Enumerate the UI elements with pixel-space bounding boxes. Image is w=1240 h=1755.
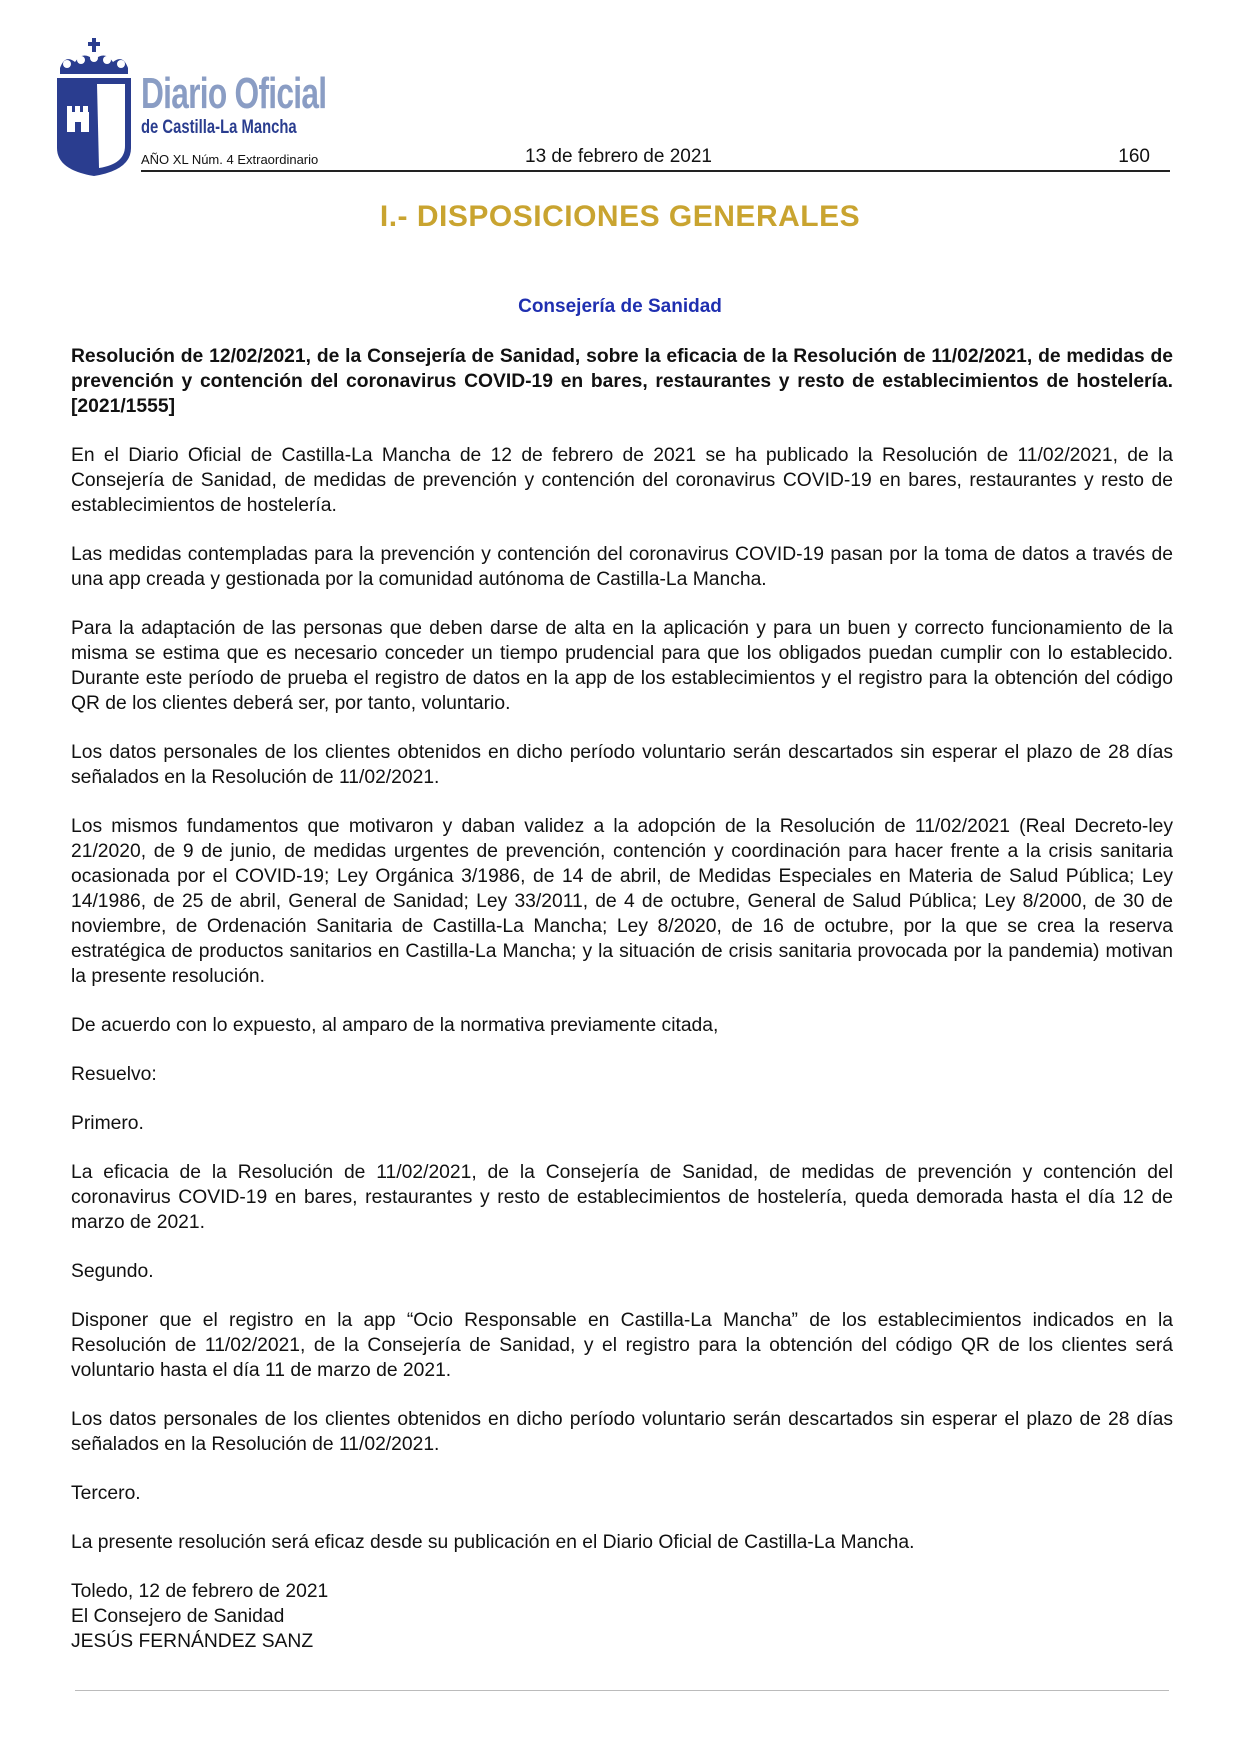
masthead (141, 69, 398, 138)
paragraph: Disponer que el registro en la app “Ocio Responsable en Castilla-La Mancha” de los establecimientos indicados en la Resolución de 11/02/2021, de la Consejería de Sanidad, y el registro para la obtención del código QR de los clientes será voluntario hasta el día 11 de marzo de 2021. (71, 1310, 1173, 1381)
signature-role: El Consejero de Sanidad (71, 1606, 285, 1627)
paragraph: En el Diario Oficial de Castilla-La Mancha de 12 de febrero de 2021 se ha publicado la Resolución de 11/02/2021, de la Consejería de Sanidad, de medidas de prevención y contención del coronavirus COVID-19 en bares, restaurantes y resto de establecimientos de hostelería. (71, 445, 1173, 516)
issue-number: AÑO XL Núm. 4 Extraordinario (141, 152, 319, 167)
paragraph: Los mismos fundamentos que motivaron y daban validez a la adopción de la Resolución de 11/02/2021 (Real Decreto-ley 21/2020, de 9 de junio, de medidas urgentes de prevención, contención y coordinación para hacer frente a la crisis sanitaria ocasionada por el COVID-19; Ley Orgánica 3/1986, de 14 de abril, de Medidas Especiales en Materia de Salud Pública; Ley 14/1986, de 25 de abril, General de Sanidad; Ley 33/2011, de 4 de octubre, General de Salud Pública; Ley 8/2000, de 30 de noviembre, de Ordenación Sanitaria de Castilla-La Mancha; Ley 8/2020, de 16 de octubre, por la que se crea la reserva estratégica de productos sanitarios en Castilla-La Mancha; y la situación de crisis sanitaria provocada por la pandemia) motivan la presente resolución. (71, 816, 1173, 987)
paragraph: Resuelvo: (71, 1064, 157, 1085)
organ-heading: Consejería de Sanidad (518, 296, 722, 317)
page-number: 160 (1118, 146, 1150, 167)
paragraph: Primero. (71, 1113, 144, 1134)
paragraph: La presente resolución será eficaz desde su publicación en el Diario Oficial de Castilla-La Mancha. (71, 1532, 915, 1553)
paragraph: Segundo. (71, 1261, 154, 1282)
document-body (71, 344, 1173, 1654)
paragraph: Los datos personales de los clientes obtenidos en dicho período voluntario serán descartados sin esperar el plazo de 28 días señalados en la Resolución de 11/02/2021. (71, 742, 1173, 788)
place-date: Toledo, 12 de febrero de 2021 (71, 1581, 329, 1602)
footer-divider (75, 1690, 1169, 1691)
masthead-subtitle: de Castilla-La Mancha (141, 117, 297, 138)
signature-name: JESÚS FERNÁNDEZ SANZ (71, 1631, 314, 1652)
section-title: I.- DISPOSICIONES GENERALES (379, 200, 861, 233)
paragraph: Los datos personales de los clientes obtenidos en dicho período voluntario serán descartados sin esperar el plazo de 28 días señalados en la Resolución de 11/02/2021. (71, 1409, 1173, 1455)
castilla-la-mancha-coat-of-arms-icon (55, 38, 135, 178)
page-header (55, 38, 1170, 178)
paragraph: La eficacia de la Resolución de 11/02/2021, de la Consejería de Sanidad, de medidas de prevención y contención del coronavirus COVID-19 en bares, restaurantes y resto de establecimientos de hostelería, queda demorada hasta el día 12 de marzo de 2021. (71, 1162, 1173, 1233)
paragraph: Para la adaptación de las personas que deben darse de alta en la aplicación y para un buen y correcto funcionamiento de la misma se estima que es necesario conceder un tiempo prudencial para que los obligados puedan cumplir con lo establecido. Durante este período de prueba el registro de datos en la app de los establecimientos y el registro para la obtención del código QR de los clientes deberá ser, por tanto, voluntario. (71, 618, 1173, 714)
paragraph: Las medidas contempladas para la prevención y contención del coronavirus COVID-19 pasan por la toma de datos a través de una app creada y gestionada por la comunidad autónoma de Castilla-La Mancha. (71, 544, 1173, 590)
paragraph: De acuerdo con lo expuesto, al amparo de la normativa previamente citada, (71, 1015, 719, 1036)
header-divider (141, 170, 1170, 172)
publication-date: 13 de febrero de 2021 (525, 146, 712, 167)
resolution-title: Resolución de 12/02/2021, de la Consejería de Sanidad, sobre la eficacia de la Resolución de 11/02/2021, de medidas de prevención y contención del coronavirus COVID-19 en bares, restaurantes y resto de establecimientos de hostelería. [2021/1555] (71, 346, 1173, 417)
masthead-title: Diario Oficial (141, 69, 327, 118)
paragraph: Tercero. (71, 1483, 141, 1504)
